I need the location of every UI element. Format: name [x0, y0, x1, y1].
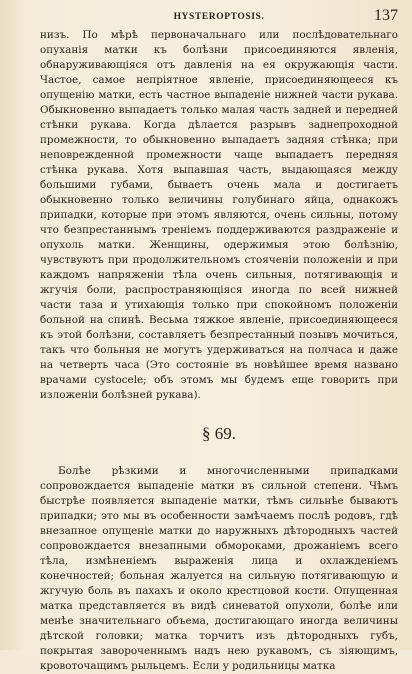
section-heading: § 69.	[202, 424, 236, 443]
page-number: 137	[374, 7, 398, 24]
page-header	[40, 6, 398, 26]
body-paragraph: низъ. По мѣрѣ первоначальнаго или послѣдовательнаго опуханія матки къ болѣзни присоединяются явленія, обнаруживающіяся отъ давленія на ея окружающія части. Частое, самое непріятное явленіе, присоединяющееся къ опущенію матки, есть частное выпаденіе нижней части рукава. Обыкновенно выпадаетъ только малая часть задней и передней стѣнки рукава. Когда дѣлается разрывъ заднепроходной промежности, то обыкновенно выпадаетъ задняя стѣнка; при неповрежденной промежности чаще выпадаетъ передняя стѣнка рукава. Хотя выпавшая часть, выдающаяся между большими губами, бываетъ очень мала и достигаетъ обыкновенно только величины голубинаго яйца, однакожъ припадки, которые при этомъ являются, очень сильны, потому что безпрестаннымъ треніемъ поддерживаются раздраженіе и опухоль матки. Женщины, одержимыя этою болѣзнію, чувствуютъ при продолжительномъ стояченіи положеніи и при каждомъ напряженіи тѣла очень сильныя, потягивающія и жгучія боли, распространяющіяся иногда по всей нижней части таза и утихающія только при спокойномъ положеніи больной на спинѣ. Весьма тяжкое явленіе, присоединяющееся къ этой болѣзни, составляетъ безпрестанный позывъ мочиться, такъ что больныя не могутъ удерживаться на полчаса и даже на четверть часа (Это состояніе въ новѣйшее время названо врачами cystocele; объ этомъ мы будемъ еще говорить при изложеніи болѣзней рукава).	[40, 29, 398, 401]
body-paragraph: Болѣе рѣзкими и многочисленными припадками сопровождается выпаденіе матки въ сильной степени. Чѣмъ быстрѣе появляется выпаденіе матки, тѣмъ сильнѣе бываютъ припадки; это мы въ особенности замѣчаемъ послѣ родовъ, гдѣ внезапное опущеніе матки до наружныхъ дѣтородныхъ частей сопровождается внезапными обмороками, дрожаніемъ всего тѣла, измѣненіемъ выраженія лица и охлажденіемъ конечностей; больная жалуется на сильную потягивающую и жгучую боль въ пахахъ и около крестцовой кости. Опущенная матка представляется въ видѣ синеватой опухоли, болѣе или менѣе значительнаго объема, достигающаго иногда величины дѣтской головки; матка торчитъ изъ дѣтородныхъ губъ, покрытая завороченнымъ надъ нею рукавомъ, съ зіяющимъ, кровоточащимъ рыльцемъ. Если у родильницы матка	[40, 465, 398, 672]
running-title: HYSTEROPTOSIS.	[173, 12, 265, 22]
